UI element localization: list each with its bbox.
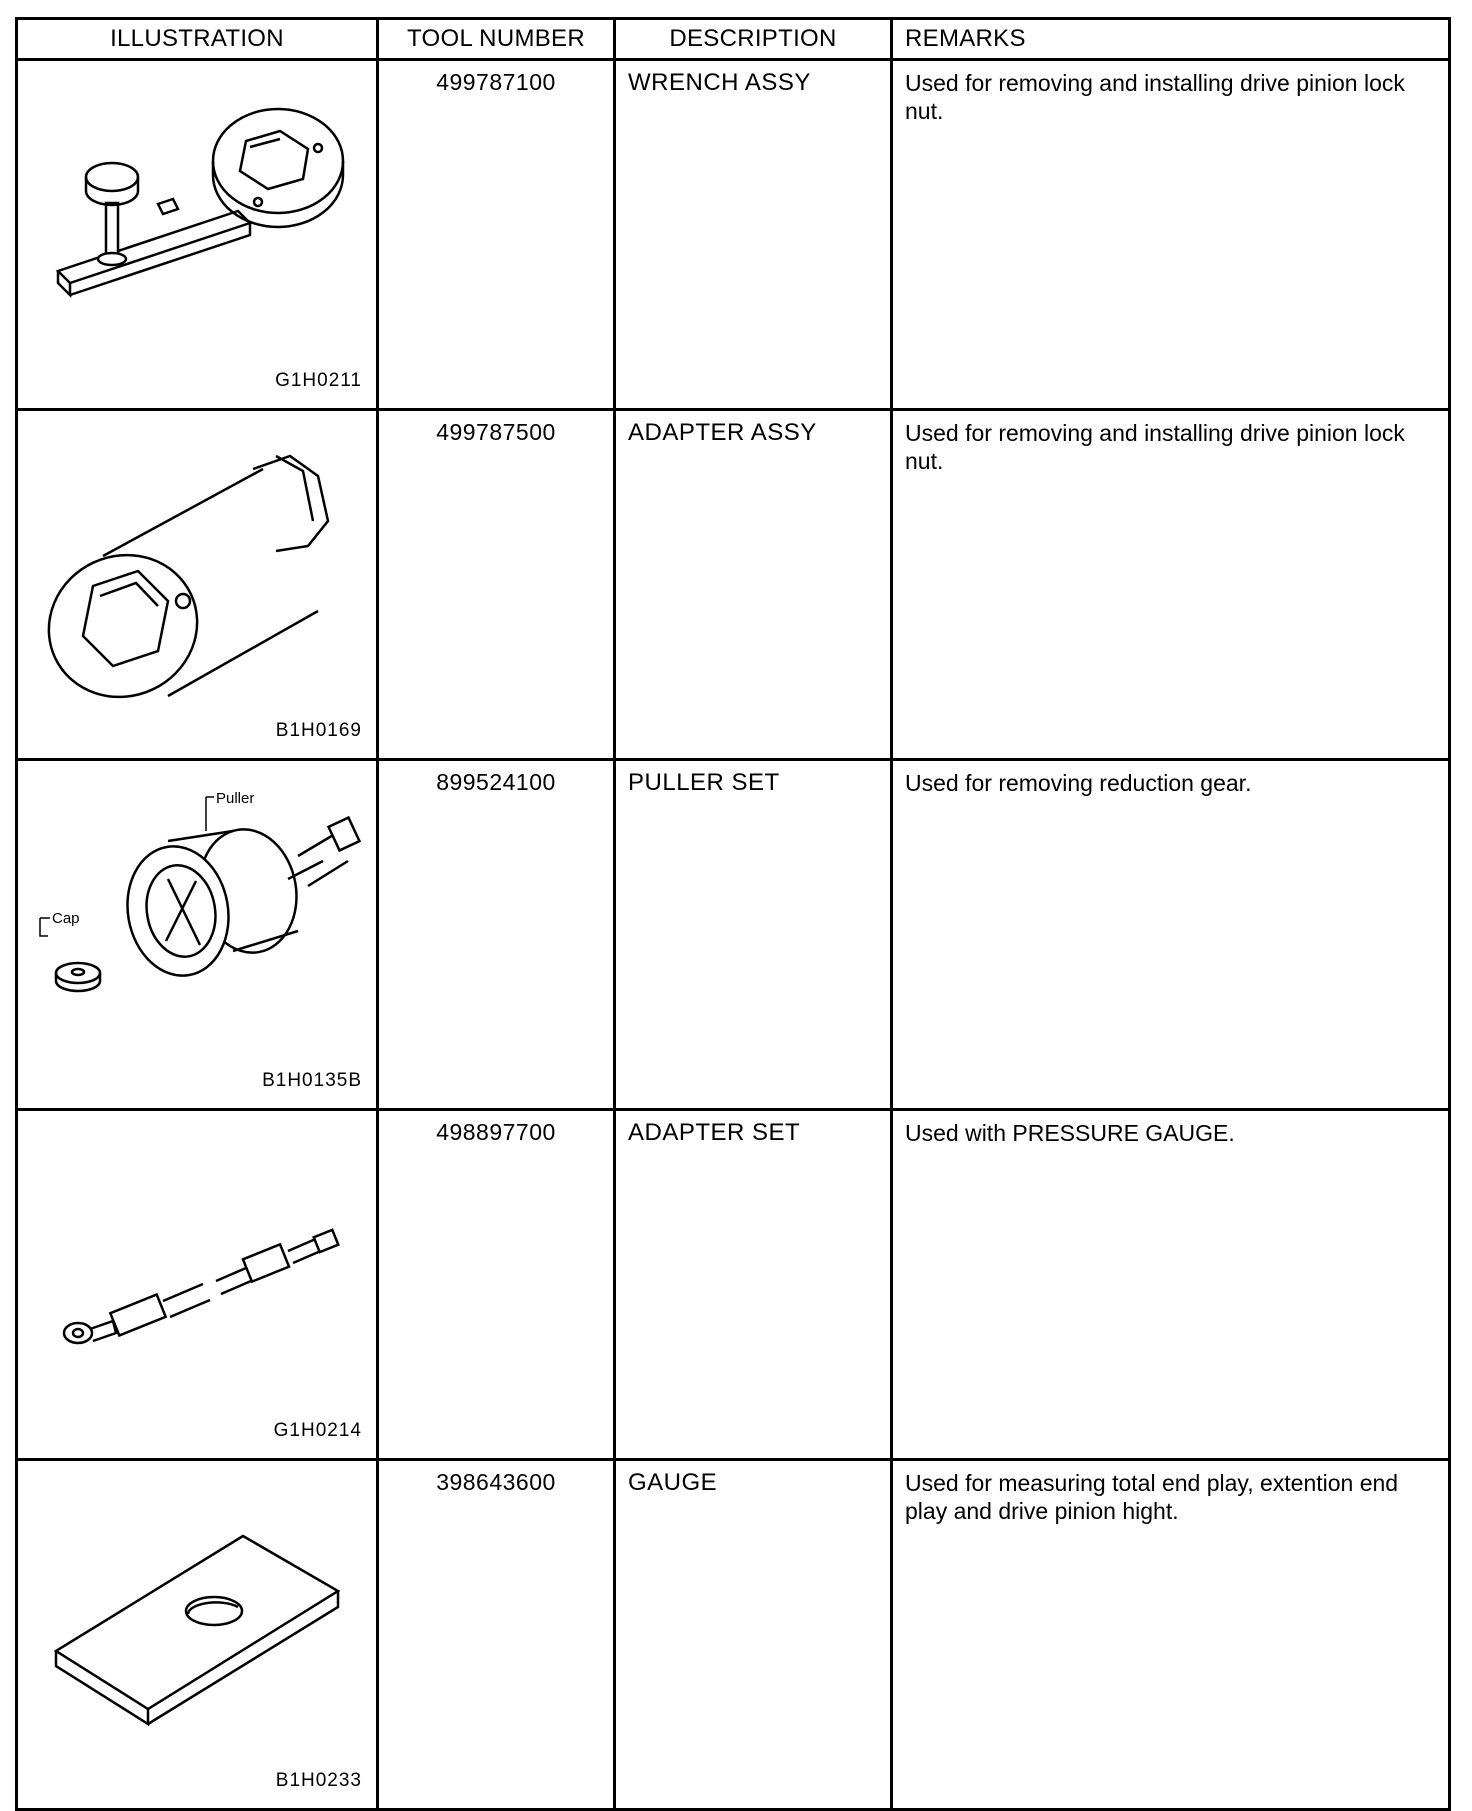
illustration-cell [17,410,378,760]
header-remarks: REMARKS [892,19,1450,60]
tool-number: 899524100 [378,760,615,1110]
figure-code: B1H0135B [262,1070,362,1091]
tool-description: PULLER SET [615,760,892,1110]
table-row [17,60,1450,410]
table-row [17,760,1450,1110]
tool-number: 498897700 [378,1110,615,1460]
tool-remarks: Used for removing and installing drive pinion lock nut. [892,410,1450,760]
header-row [17,19,1450,60]
tool-remarks: Used for removing reduction gear. [892,760,1450,1110]
tool-number: 499787500 [378,410,615,760]
tool-description: WRENCH ASSY [615,60,892,410]
header-tool-number: TOOL NUMBER [378,19,615,60]
tool-description: ADAPTER SET [615,1110,892,1460]
wrench-assy-illustration [18,61,379,400]
header-illustration: ILLUSTRATION [17,19,378,60]
header-description: DESCRIPTION [615,19,892,60]
figure-code: G1H0214 [273,1420,362,1441]
cap-label: Cap [52,910,80,927]
tool-remarks: Used for measuring total end play, extention end play and drive pinion hight. [892,1460,1450,1810]
figure-code: B1H0169 [275,720,362,741]
illustration-cell [17,760,378,1110]
tool-remarks: Used for removing and installing drive pinion lock nut. [892,60,1450,410]
tool-remarks: Used with PRESSURE GAUGE. [892,1110,1450,1460]
tool-number: 499787100 [378,60,615,410]
illustration-cell [17,60,378,410]
table-row [17,410,1450,760]
puller-label: Puller [216,790,255,807]
figure-code: B1H0233 [275,1770,362,1791]
special-tools-table [15,17,1451,1811]
tool-description: GAUGE [615,1460,892,1810]
adapter-assy-illustration [18,411,379,750]
adapter-set-illustration [18,1111,379,1450]
puller-set-illustration [18,761,379,1100]
gauge-illustration [18,1461,379,1800]
table-row [17,1460,1450,1810]
illustration-cell [17,1460,378,1810]
tool-number: 398643600 [378,1460,615,1810]
illustration-cell [17,1110,378,1460]
table-row [17,1110,1450,1460]
figure-code: G1H0211 [275,370,362,391]
tool-description: ADAPTER ASSY [615,410,892,760]
